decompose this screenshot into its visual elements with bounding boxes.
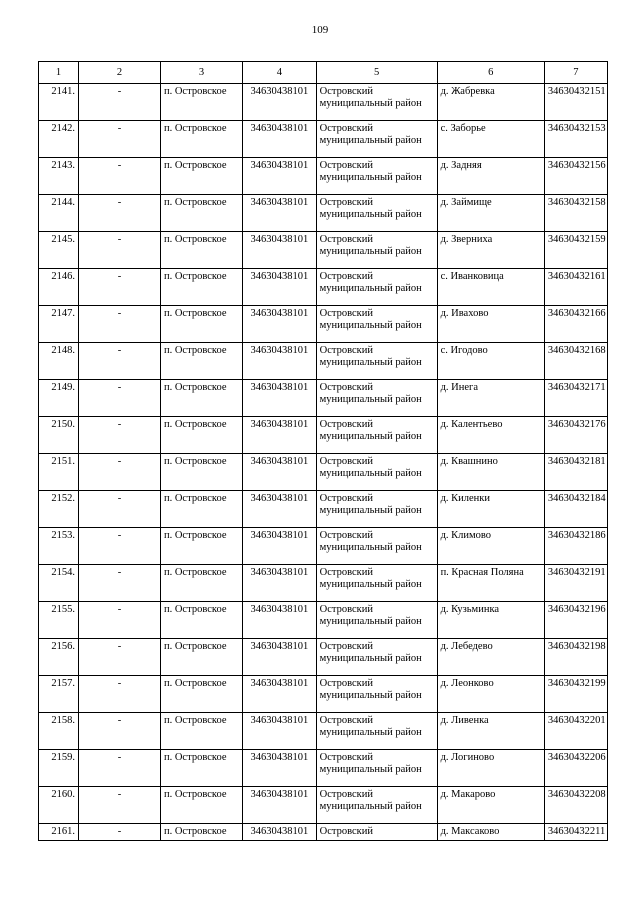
locality-cell: с. Иванковица xyxy=(437,269,544,306)
okato-code-cell: 34630432184 xyxy=(544,491,607,528)
locality-cell: д. Лебедево xyxy=(437,639,544,676)
settlement-cell: п. Островское xyxy=(160,713,242,750)
okato-code-cell: 34630432176 xyxy=(544,417,607,454)
header-col-4: 4 xyxy=(243,62,317,84)
locality-cell: д. Кузьминка xyxy=(437,602,544,639)
settlement-cell: п. Островское xyxy=(160,824,242,841)
settlement-cell: п. Островское xyxy=(160,491,242,528)
row-number-cell: 2142. xyxy=(39,121,79,158)
column-2-cell: - xyxy=(78,158,160,195)
settlement-cell: п. Островское xyxy=(160,787,242,824)
oktmo-code-cell: 34630438101 xyxy=(243,454,317,491)
column-2-cell: - xyxy=(78,787,160,824)
table-row xyxy=(39,528,608,565)
settlement-cell: п. Островское xyxy=(160,380,242,417)
page-number: 109 xyxy=(311,24,329,36)
locality-cell: д. Максаково xyxy=(437,824,544,841)
header-col-3: 3 xyxy=(160,62,242,84)
row-number-cell: 2161. xyxy=(39,824,79,841)
column-2-cell: - xyxy=(78,380,160,417)
okato-code-cell: 34630432191 xyxy=(544,565,607,602)
settlement-cell: п. Островское xyxy=(160,602,242,639)
row-number-cell: 2149. xyxy=(39,380,79,417)
okato-code-cell: 34630432199 xyxy=(544,676,607,713)
column-2-cell: - xyxy=(78,491,160,528)
okato-code-cell: 34630432161 xyxy=(544,269,607,306)
oktmo-code-cell: 34630438101 xyxy=(243,528,317,565)
settlement-cell: п. Островское xyxy=(160,676,242,713)
oktmo-code-cell: 34630438101 xyxy=(243,491,317,528)
settlement-cell: п. Островское xyxy=(160,454,242,491)
column-2-cell: - xyxy=(78,750,160,787)
row-number-cell: 2156. xyxy=(39,639,79,676)
table-row xyxy=(39,676,608,713)
header-col-2: 2 xyxy=(78,62,160,84)
district-cell: Островский муниципальный район xyxy=(316,380,437,417)
district-cell: Островский муниципальный район xyxy=(316,417,437,454)
header-col-1: 1 xyxy=(39,62,79,84)
oktmo-code-cell: 34630438101 xyxy=(243,713,317,750)
row-number-cell: 2141. xyxy=(39,84,79,121)
row-number-cell: 2143. xyxy=(39,158,79,195)
okato-code-cell: 34630432171 xyxy=(544,380,607,417)
column-2-cell: - xyxy=(78,528,160,565)
district-cell: Островский муниципальный район xyxy=(316,565,437,602)
oktmo-code-cell: 34630438101 xyxy=(243,602,317,639)
table-row xyxy=(39,306,608,343)
okato-code-cell: 34630432166 xyxy=(544,306,607,343)
okato-code-cell: 34630432198 xyxy=(544,639,607,676)
district-cell: Островский муниципальный район xyxy=(316,750,437,787)
locality-cell: д. Ливенка xyxy=(437,713,544,750)
okato-code-cell: 34630432211 xyxy=(544,824,607,841)
row-number-cell: 2153. xyxy=(39,528,79,565)
oktmo-code-cell: 34630438101 xyxy=(243,232,317,269)
okato-code-cell: 34630432181 xyxy=(544,454,607,491)
row-number-cell: 2160. xyxy=(39,787,79,824)
column-2-cell: - xyxy=(78,269,160,306)
settlement-cell: п. Островское xyxy=(160,639,242,676)
row-number-cell: 2157. xyxy=(39,676,79,713)
table-row xyxy=(39,158,608,195)
okato-code-cell: 34630432201 xyxy=(544,713,607,750)
okato-code-cell: 34630432151 xyxy=(544,84,607,121)
table-row xyxy=(39,380,608,417)
oktmo-code-cell: 34630438101 xyxy=(243,158,317,195)
oktmo-code-cell: 34630438101 xyxy=(243,306,317,343)
settlement-cell: п. Островское xyxy=(160,84,242,121)
header-col-7: 7 xyxy=(544,62,607,84)
column-2-cell: - xyxy=(78,306,160,343)
district-cell: Островский муниципальный район xyxy=(316,713,437,750)
okato-code-cell: 34630432156 xyxy=(544,158,607,195)
locality-cell: д. Займище xyxy=(437,195,544,232)
district-cell: Островский муниципальный район xyxy=(316,269,437,306)
row-number-cell: 2152. xyxy=(39,491,79,528)
column-2-cell: - xyxy=(78,676,160,713)
oktmo-code-cell: 34630438101 xyxy=(243,676,317,713)
district-cell: Островский муниципальный район xyxy=(316,343,437,380)
district-cell: Островский муниципальный район xyxy=(316,491,437,528)
column-2-cell: - xyxy=(78,713,160,750)
okato-code-cell: 34630432186 xyxy=(544,528,607,565)
locality-cell: д. Макарово xyxy=(437,787,544,824)
header-row xyxy=(39,62,608,84)
registry-table xyxy=(38,61,608,841)
okato-code-cell: 34630432159 xyxy=(544,232,607,269)
row-number-cell: 2154. xyxy=(39,565,79,602)
column-2-cell: - xyxy=(78,602,160,639)
oktmo-code-cell: 34630438101 xyxy=(243,269,317,306)
row-number-cell: 2150. xyxy=(39,417,79,454)
settlement-cell: п. Островское xyxy=(160,232,242,269)
oktmo-code-cell: 34630438101 xyxy=(243,639,317,676)
table-row xyxy=(39,417,608,454)
locality-cell: д. Калентьево xyxy=(437,417,544,454)
district-cell: Островский муниципальный район xyxy=(316,639,437,676)
table-row xyxy=(39,121,608,158)
okato-code-cell: 34630432206 xyxy=(544,750,607,787)
table-row xyxy=(39,84,608,121)
table-row xyxy=(39,232,608,269)
locality-cell: д. Ивахово xyxy=(437,306,544,343)
column-2-cell: - xyxy=(78,639,160,676)
district-cell: Островский муниципальный район xyxy=(316,232,437,269)
district-cell: Островский муниципальный район xyxy=(316,676,437,713)
settlement-cell: п. Островское xyxy=(160,417,242,454)
row-number-cell: 2151. xyxy=(39,454,79,491)
header-col-5: 5 xyxy=(316,62,437,84)
settlement-cell: п. Островское xyxy=(160,121,242,158)
locality-cell: д. Задняя xyxy=(437,158,544,195)
column-2-cell: - xyxy=(78,565,160,602)
okato-code-cell: 34630432196 xyxy=(544,602,607,639)
table-row xyxy=(39,454,608,491)
settlement-cell: п. Островское xyxy=(160,565,242,602)
oktmo-code-cell: 34630438101 xyxy=(243,121,317,158)
settlement-cell: п. Островское xyxy=(160,343,242,380)
oktmo-code-cell: 34630438101 xyxy=(243,565,317,602)
oktmo-code-cell: 34630438101 xyxy=(243,824,317,841)
column-2-cell: - xyxy=(78,195,160,232)
okato-code-cell: 34630432208 xyxy=(544,787,607,824)
column-2-cell: - xyxy=(78,824,160,841)
row-number-cell: 2147. xyxy=(39,306,79,343)
table-row xyxy=(39,269,608,306)
table-row xyxy=(39,750,608,787)
column-2-cell: - xyxy=(78,121,160,158)
district-cell: Островский муниципальный район xyxy=(316,84,437,121)
okato-code-cell: 34630432158 xyxy=(544,195,607,232)
district-cell: Островский муниципальный район xyxy=(316,528,437,565)
column-2-cell: - xyxy=(78,454,160,491)
table-row xyxy=(39,343,608,380)
oktmo-code-cell: 34630438101 xyxy=(243,343,317,380)
oktmo-code-cell: 34630438101 xyxy=(243,787,317,824)
oktmo-code-cell: 34630438101 xyxy=(243,750,317,787)
table-row xyxy=(39,565,608,602)
table-row xyxy=(39,787,608,824)
locality-cell: д. Леонково xyxy=(437,676,544,713)
okato-code-cell: 34630432168 xyxy=(544,343,607,380)
district-cell: Островский муниципальный район xyxy=(316,787,437,824)
settlement-cell: п. Островское xyxy=(160,158,242,195)
district-cell: Островский муниципальный район xyxy=(316,454,437,491)
table-row xyxy=(39,491,608,528)
locality-cell: д. Климово xyxy=(437,528,544,565)
locality-cell: д. Зверниха xyxy=(437,232,544,269)
settlement-cell: п. Островское xyxy=(160,750,242,787)
locality-cell: д. Инега xyxy=(437,380,544,417)
settlement-cell: п. Островское xyxy=(160,195,242,232)
header-col-6: 6 xyxy=(437,62,544,84)
district-cell: Островский муниципальный район xyxy=(316,195,437,232)
settlement-cell: п. Островское xyxy=(160,306,242,343)
locality-cell: д. Логиново xyxy=(437,750,544,787)
row-number-cell: 2145. xyxy=(39,232,79,269)
table-header xyxy=(39,62,608,84)
locality-cell: с. Заборье xyxy=(437,121,544,158)
oktmo-code-cell: 34630438101 xyxy=(243,84,317,121)
locality-cell: д. Киленки xyxy=(437,491,544,528)
table-row xyxy=(39,824,608,841)
oktmo-code-cell: 34630438101 xyxy=(243,380,317,417)
settlement-cell: п. Островское xyxy=(160,269,242,306)
okato-code-cell: 34630432153 xyxy=(544,121,607,158)
table-row xyxy=(39,713,608,750)
district-cell: Островский xyxy=(316,824,437,841)
table-row xyxy=(39,602,608,639)
locality-cell: п. Красная Поляна xyxy=(437,565,544,602)
column-2-cell: - xyxy=(78,417,160,454)
row-number-cell: 2155. xyxy=(39,602,79,639)
district-cell: Островский муниципальный район xyxy=(316,306,437,343)
column-2-cell: - xyxy=(78,84,160,121)
oktmo-code-cell: 34630438101 xyxy=(243,195,317,232)
settlement-cell: п. Островское xyxy=(160,528,242,565)
locality-cell: с. Игодово xyxy=(437,343,544,380)
table-row xyxy=(39,195,608,232)
column-2-cell: - xyxy=(78,232,160,269)
table-body xyxy=(39,84,608,841)
column-2-cell: - xyxy=(78,343,160,380)
row-number-cell: 2158. xyxy=(39,713,79,750)
district-cell: Островский муниципальный район xyxy=(316,121,437,158)
row-number-cell: 2148. xyxy=(39,343,79,380)
row-number-cell: 2146. xyxy=(39,269,79,306)
district-cell: Островский муниципальный район xyxy=(316,158,437,195)
oktmo-code-cell: 34630438101 xyxy=(243,417,317,454)
row-number-cell: 2159. xyxy=(39,750,79,787)
locality-cell: д. Квашнино xyxy=(437,454,544,491)
table-row xyxy=(39,639,608,676)
district-cell: Островский муниципальный район xyxy=(316,602,437,639)
row-number-cell: 2144. xyxy=(39,195,79,232)
locality-cell: д. Жабревка xyxy=(437,84,544,121)
